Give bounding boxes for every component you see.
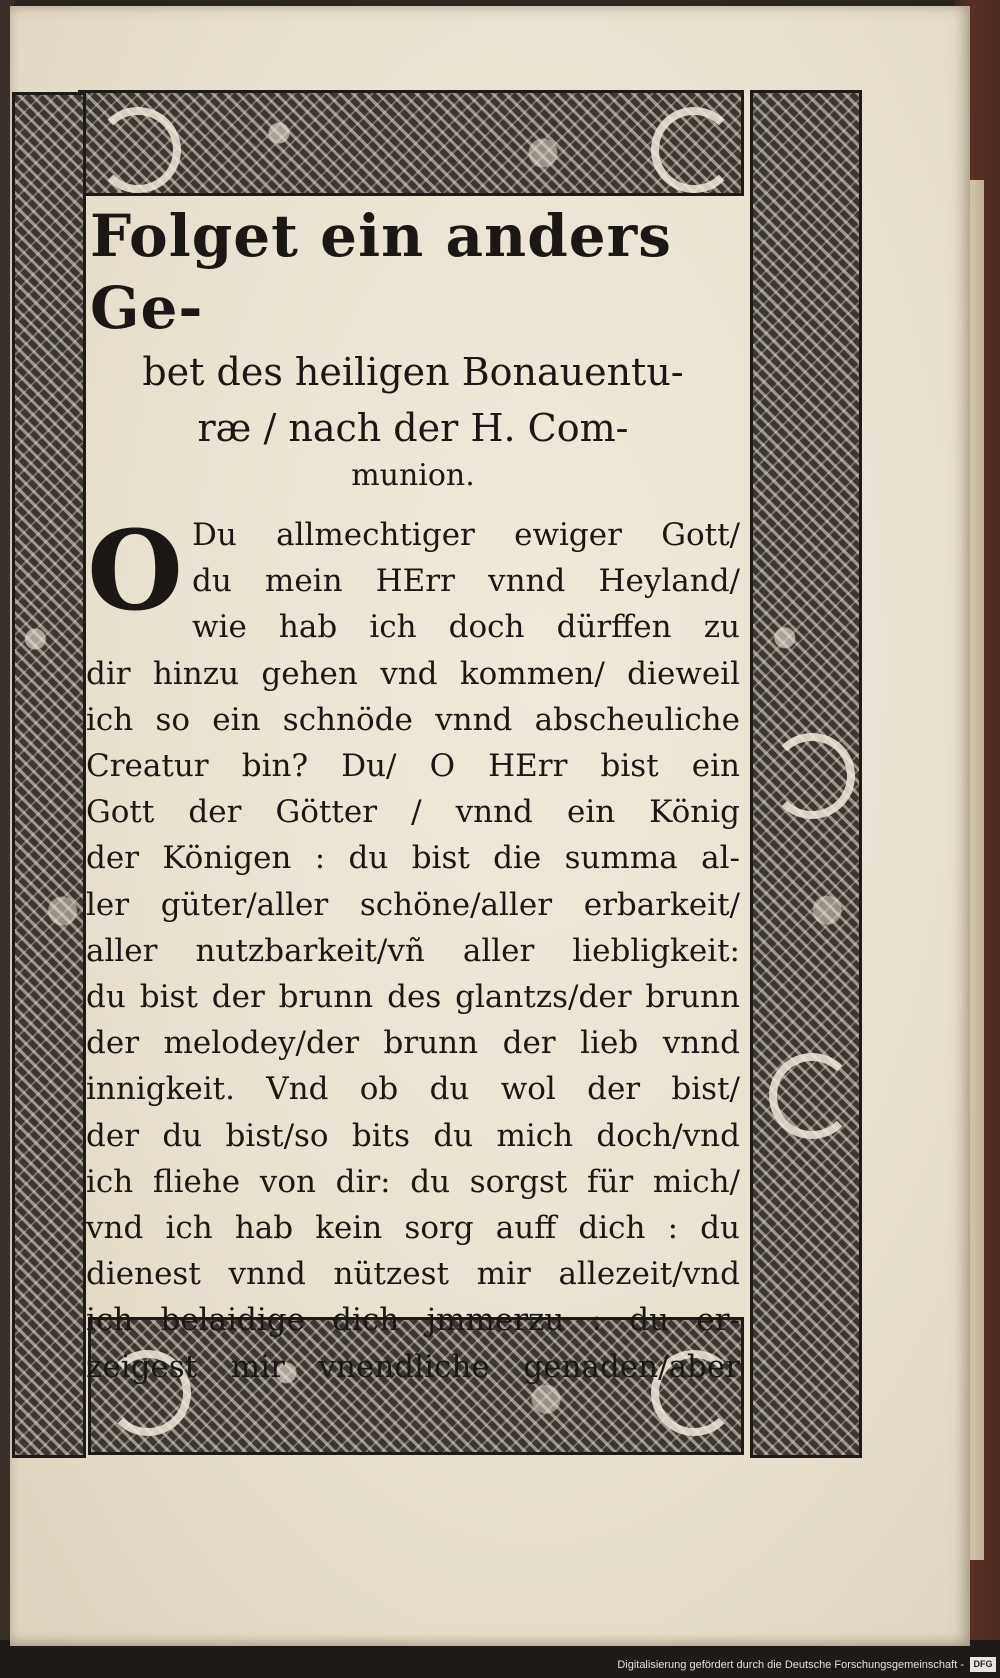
body-line: dir hinzu gehen vnd kommen/ dieweil [86,655,740,692]
body-line: Creatur bin? Du/ O HErr bist ein [86,748,740,785]
body-line: vnd ich hab kein sorg auff dich : du [86,1210,740,1247]
body-line: ich belaidige dich jmmerzu : du er- [86,1302,740,1339]
woodcut-border-right [750,90,862,1458]
heading-line-2: bet des heiligen Bonauentu- [142,350,684,394]
digitization-credit: Digitalisierung gefördert durch die Deutsche Forschungsgemeinschaft - [617,1659,964,1671]
scroll-ornament-icon [651,107,737,193]
body-line: du mein HErr vnnd Heyland/ [192,563,740,600]
scroll-ornament-icon [95,107,181,193]
woodcut-border-top [78,90,744,196]
body-line: dienest vnnd nützest mir allezeit/vnd [86,1256,740,1293]
body-line: du bist der brunn des glantzs/der brunn [86,979,740,1016]
scroll-ornament-icon [769,733,855,819]
body-line: wie hab ich doch dürffen zu [192,609,740,646]
prayer-body [86,506,740,1390]
initial-letter: O [87,506,183,635]
body-line: der du bist/so bits du mich doch/vnd [86,1117,740,1154]
body-line: aller nutzbarkeit/vñ aller liebligkeit: [86,932,740,969]
body-line: der melodey/der brunn der lieb vnnd [86,1025,740,1062]
heading-line-3: ræ / nach der H. Com- [197,406,629,450]
heading-line-1: Folget ein anders Ge- [90,202,672,342]
body-line: ler güter/aller schöne/aller erbarkeit/ [86,886,740,923]
body-line: zeigest mir vnendliche genaden/aber [86,1348,740,1385]
body-line: der Königen : du bist die summa al- [86,840,740,877]
prayer-text-block [86,200,740,1385]
scroll-ornament-icon [769,1053,855,1139]
dfg-logo: DFG [970,1657,996,1672]
body-line: ich fliehe von dir: du sorgst für mich/ [86,1163,740,1200]
body-line: ich so ein schnöde vnnd abscheuliche [86,701,740,738]
body-line: Du allmechtiger ewiger Gott/ [192,517,740,553]
heading-line-4: munion. [351,458,475,493]
woodcut-border-left [12,92,86,1458]
body-line: innigkeit. Vnd ob du wol der bist/ [86,1071,740,1108]
body-line: Gott der Götter / vnnd ein König [86,794,740,831]
